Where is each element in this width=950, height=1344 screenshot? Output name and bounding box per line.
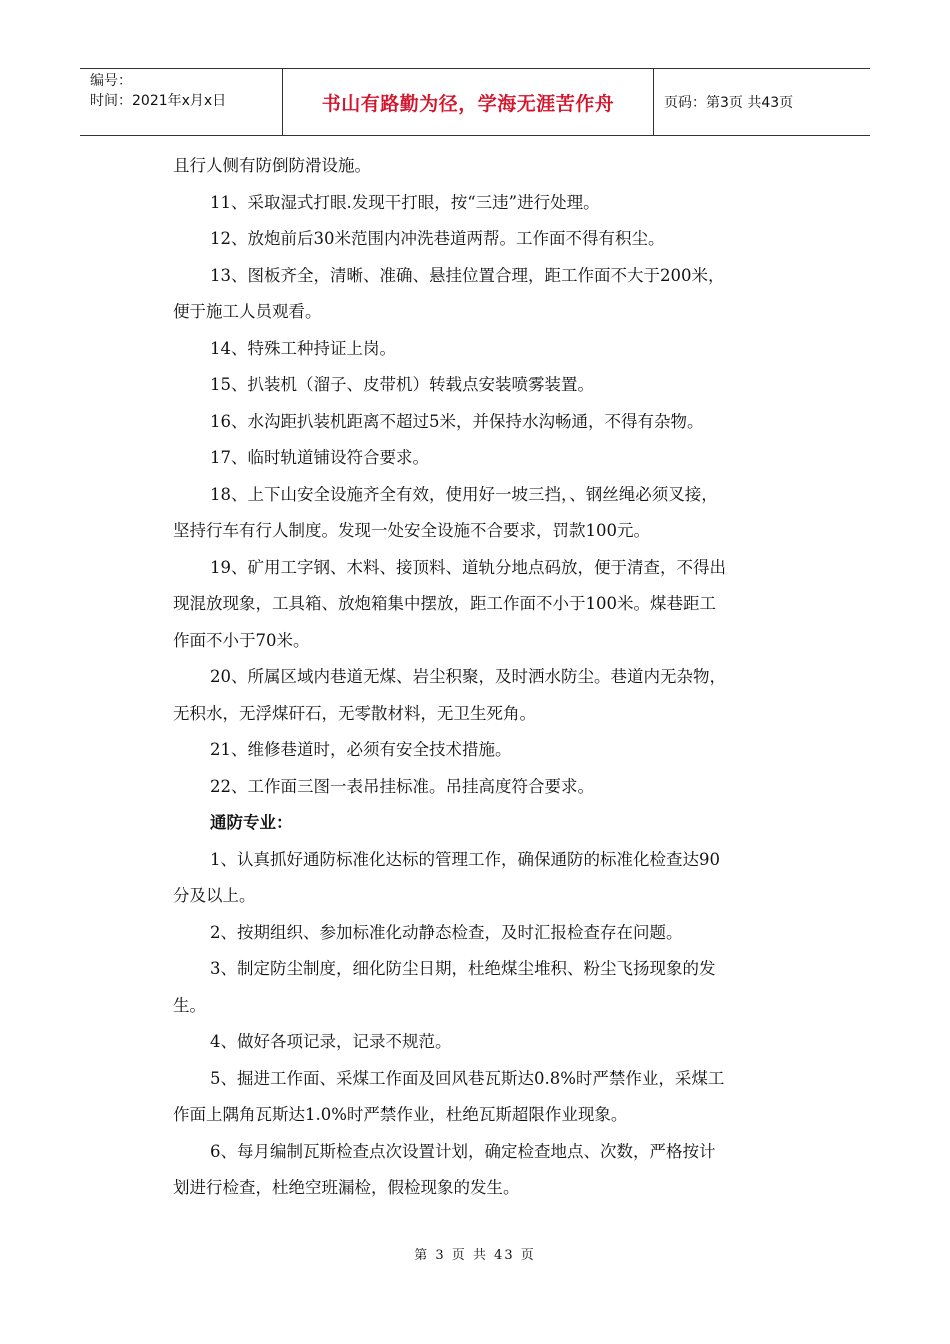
page-footer: 第 3 页 共 43 页	[414, 1248, 536, 1263]
body-line: 19、矿用工字钢、木料、接顶料、道轨分地点码放，便于清查，不得出	[210, 557, 726, 577]
body-line: 2、按期组织、参加标准化动静态检查，及时汇报检查存在问题。	[210, 922, 683, 942]
body-line: 6、每月编制瓦斯检查点次设置计划，确定检查地点、次数，严格按计	[210, 1141, 716, 1161]
header-motto: 书山有路勤为径，学海无涯苦作舟	[282, 69, 654, 135]
body-line: 15、扒装机（溜子、皮带机）转载点安装喷雾装置。	[210, 375, 594, 394]
body-line: 作面上隅角瓦斯达1.0%时严禁作业，杜绝瓦斯超限作业现象。	[173, 1105, 628, 1124]
section-heading: 通防专业：	[210, 813, 293, 832]
body-line: 17、临时轨道铺设符合要求。	[210, 448, 429, 467]
body-line: 生。	[173, 995, 206, 1015]
body-line: 4、做好各项记录，记录不规范。	[210, 1032, 452, 1051]
body-line: 16、水沟距扒装机距离不超过5米，并保持水沟畅通，不得有杂物。	[210, 411, 704, 431]
body-line: 18、上下山安全设施齐全有效，使用好一坡三挡，、钢丝绳必须叉接，	[210, 484, 718, 504]
body-line: 21、维修巷道时，必须有安全技术措施。	[210, 740, 512, 759]
header-page-info: 页码：第3页 共43页	[664, 95, 794, 111]
document-date: 时间：2021年x月x日	[90, 93, 227, 109]
body-line: 11、采取湿式打眼.发现干打眼，按“三违”进行处理。	[210, 192, 600, 212]
document-body	[173, 148, 813, 1207]
body-line: 14、特殊工种持证上岗。	[210, 338, 396, 358]
body-line: 无积水，无浮煤矸石，无零散材料，无卫生死角。	[173, 703, 536, 723]
body-line: 22、工作面三图一表吊挂标准。吊挂高度符合要求。	[210, 776, 594, 796]
body-line: 作面不小于70米。	[173, 630, 310, 650]
body-line: 坚持行车有行人制度。发现一处安全设施不合要求，罚款100元。	[173, 521, 650, 540]
body-line: 分及以上。	[173, 886, 256, 905]
body-line: 20、所属区域内巷道无煤、岩尘积聚，及时洒水防尘。巷道内无杂物，	[210, 667, 726, 686]
page-header	[80, 68, 870, 136]
body-line: 13、图板齐全，清晰、准确、悬挂位置合理，距工作面不大于200米，	[210, 265, 725, 285]
document-number: 编号：	[90, 73, 132, 89]
body-line: 划进行检查，杜绝空班漏检，假检现象的发生。	[173, 1178, 520, 1197]
body-line: 1、认真抓好通防标准化达标的管理工作，确保通防的标准化检查达90	[210, 849, 720, 869]
body-line: 12、放炮前后30米范围内冲洗巷道两帮。工作面不得有积尘。	[210, 229, 665, 248]
body-line: 3、制定防尘制度，细化防尘日期，杜绝煤尘堆积、粉尘飞扬现象的发	[210, 959, 716, 978]
body-line: 5、掘进工作面、采煤工作面及回风巷瓦斯达0.8%时严禁作业，采煤工	[210, 1068, 725, 1088]
body-line: 且行人侧有防倒防滑设施。	[173, 156, 371, 175]
body-line: 现混放现象，工具箱、放炮箱集中摆放，距工作面不小于100米。煤巷距工	[173, 594, 716, 613]
header-meta	[80, 69, 282, 135]
body-line: 便于施工人员观看。	[173, 302, 322, 321]
